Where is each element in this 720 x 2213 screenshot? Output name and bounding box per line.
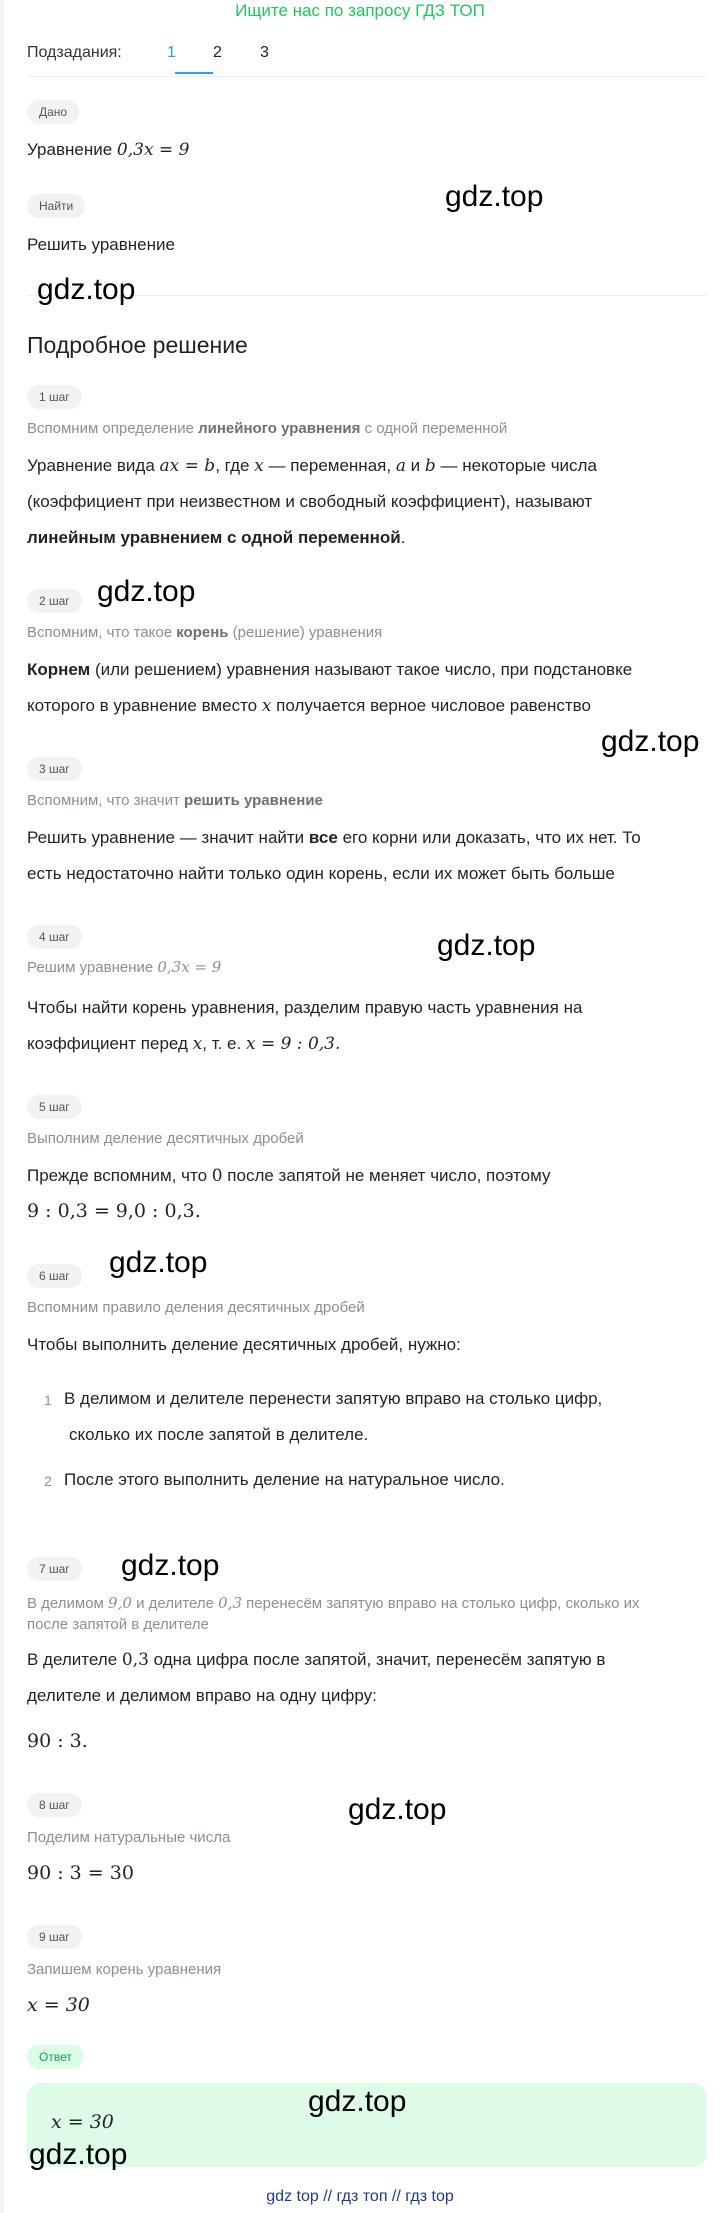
step-6-hint: Вспомним правило деления десятичных дробей [27,1299,365,1316]
step-2-badge: 2 шаг [27,589,82,613]
step-9-math: x = 30 [27,1994,90,2016]
watermark: gdz.top [29,2138,128,2171]
step-3-badge: 3 шаг [27,757,82,781]
step-7-text: В делителе 0,3 одна цифра после запятой, значит, перенесём запятую в делителе и делимом вправо на одну цифру: [27,1650,606,1705]
find-badge: Найти [27,194,85,218]
watermark: gdz.top [348,1793,447,1826]
step-1-text: Уравнение вида ax = b, где x — переменная, a и b — некоторые числа (коэффициент при неизвестном и свободный коэффициент), называют линейным уравнением с одной переменной. [27,456,597,547]
step-6-list-num-1: 1 [44,1392,52,1408]
step-8-badge: 8 шаг [27,1793,82,1817]
step-5-text: Прежде вспомним, что 0 после запятой не меняет число, поэтому [27,1166,551,1186]
find-text: Решить уравнение [27,235,175,254]
step-6-badge: 6 шаг [27,1264,82,1288]
step-9-badge: 9 шаг [27,1925,82,1949]
footer-links[interactable]: gdz top // гдз топ // гдз top [266,2188,454,2205]
step-4-text: Чтобы найти корень уравнения, разделим правую часть уравнения на коэффициент перед x, т. е. x = 9 : 0,3. [27,998,583,1054]
given-equation: 0,3x = 9 [116,140,190,160]
step-3-text: Решить уравнение — значит найти все его корни или доказать, что их нет. То есть недостаточно найти только один корень, если их может быть больше [27,828,641,883]
subtask-tabs [27,44,707,77]
watermark: gdz.top [37,273,136,306]
step-6-list-item-1: В делимом и делителе перенести запятую вправо на столько цифр, сколько их после запятой в делителе. [64,1389,603,1444]
watermark: gdz.top [109,1246,208,1279]
step-9-hint: Запишем корень уравнения [27,1961,222,1978]
step-7-badge: 7 шаг [27,1557,82,1581]
step-6-list-item-2: После этого выполнить деление на натуральное число. [64,1470,505,1489]
left-rule [0,0,4,2213]
step-7-math: 90 : 3. [27,1730,88,1752]
subtasks-label: Подзадания: [27,44,122,61]
tab-subtask-3[interactable]: 3 [260,44,269,61]
watermark: gdz.top [437,929,536,962]
step-6-list-num-2: 2 [44,1473,52,1489]
step-4-badge: 4 шаг [27,925,82,949]
watermark: gdz.top [308,2085,407,2118]
watermark: gdz.top [445,180,544,213]
step-1-badge: 1 шаг [27,385,82,409]
step-8-math: 90 : 3 = 30 [27,1862,134,1884]
tab-subtask-2[interactable]: 2 [213,44,222,61]
search-banner[interactable]: Ищите нас по запросу ГДЗ ТОП [235,1,485,20]
tab-subtask-1[interactable]: 1 [167,44,176,61]
step-3-hint: Вспомним, что значит решить уравнение [27,792,323,809]
step-5-math: 9 : 0,3 = 9,0 : 0,3. [27,1200,201,1222]
step-5-badge: 5 шаг [27,1095,82,1119]
answer-math: x = 30 [51,2111,114,2133]
step-2-text: Корнем (или решением) уравнения называют такое число, при подстановке которого в уравнение вместо x получается верное числовое равенство [27,660,633,716]
step-8-hint: Поделим натуральные числа [27,1829,231,1846]
step-7-hint: В делимом 9,0 и делителе 0,3 перенесём запятую вправо на столько цифр, сколько их после запятой в делителе [27,1594,640,1633]
step-4-hint: Решим уравнение 0,3x = 9 [27,958,222,976]
step-6-intro: Чтобы выполнить деление десятичных дробей, нужно: [27,1335,461,1354]
solution-title: Подробное решение [27,332,248,358]
step-1-hint: Вспомним определение линейного уравнения с одной переменной [27,420,508,437]
given-text: Уравнение 0,3x = 9 [27,140,190,160]
answer-badge: Ответ [27,2045,84,2069]
given-badge: Дано [27,100,79,124]
step-5-hint: Выполним деление десятичных дробей [27,1130,304,1147]
watermark: gdz.top [121,1549,220,1582]
step-2-hint: Вспомним, что такое корень (решение) уравнения [27,624,383,641]
watermark: gdz.top [97,575,196,608]
watermark: gdz.top [601,725,700,758]
active-tab-indicator [175,72,213,74]
